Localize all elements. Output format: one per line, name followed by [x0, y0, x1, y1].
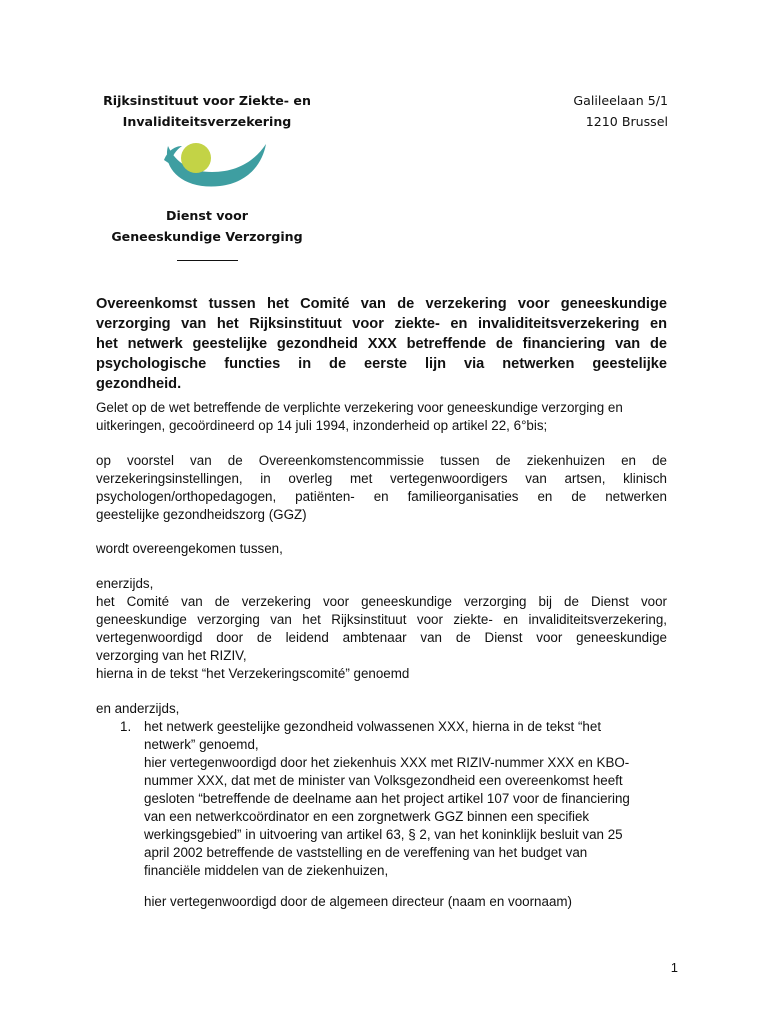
paragraph-line: psychologen/orthopedagogen, patiënten- en familieorganisaties en de netwerken — [96, 489, 667, 504]
address-city: 1210 Brussel — [585, 114, 668, 129]
list-item-number: 1. — [120, 719, 132, 734]
paragraph-line: verzorging van het RIZIV, — [96, 648, 247, 663]
service-name-line2: Geneeskundige Verzorging — [111, 229, 303, 244]
paragraph-legal-basis — [96, 399, 667, 435]
party-one-intro: enerzijds, — [96, 576, 154, 591]
list-item — [144, 718, 664, 880]
institution-name-line2: Invaliditeitsverzekering — [122, 114, 292, 129]
paragraph-line: Gelet op de wet betreffende de verplichte verzekering voor geneeskundige verzorging en — [96, 400, 623, 415]
party-two-intro: en anderzijds, — [96, 701, 180, 716]
paragraph-line: verzekeringsinstellingen, in overleg met vertegenwoordigers van artsen, klinisch — [96, 471, 667, 486]
paragraph-line: geneeskundige verzorging van het Rijksinstituut voor ziekte- en invaliditeitsverzekering, — [96, 612, 667, 627]
header-divider — [177, 260, 238, 261]
party-one-description — [96, 593, 667, 665]
list-item-line: van een netwerkcoördinator en een zorgnetwerk GGZ binnen een specifiek — [144, 809, 590, 824]
service-name-line1: Dienst voor — [166, 208, 248, 223]
service-name — [96, 205, 318, 247]
title-line: psychologische functies in de eerste lijn via netwerken geestelijke — [96, 356, 667, 372]
institution-name-line1: Rijksinstituut voor Ziekte- en — [103, 93, 311, 108]
address-street: Galileelaan 5/1 — [573, 93, 668, 108]
party-one-alias: hierna in de tekst “het Verzekeringscomité” genoemd — [96, 666, 410, 681]
list-item-line: netwerk” genoemd, — [144, 737, 259, 752]
list-item-line: april 2002 betreffende de vaststelling en de vereffening van het budget van — [144, 845, 588, 860]
title-line: Overeenkomst tussen het Comité van de verzekering voor geneeskundige — [96, 296, 667, 312]
riziv-logo-icon — [162, 138, 270, 198]
list-item-line: hier vertegenwoordigd door het ziekenhuis XXX met RIZIV-nummer XXX en KBO- — [144, 755, 630, 770]
paragraph-line: vertegenwoordigd door de leidend ambtenaar van de Dienst voor geneeskundige — [96, 630, 667, 645]
page-number: 1 — [670, 960, 678, 975]
title-line: gezondheid. — [96, 376, 182, 392]
paragraph-line: geestelijke gezondheidszorg (GGZ) — [96, 507, 307, 522]
paragraph-agreed: wordt overeengekomen tussen, — [96, 541, 283, 556]
institution-name — [96, 90, 318, 132]
list-item-line: het netwerk geestelijke gezondheid volwassenen XXX, hierna in de tekst “het — [144, 719, 602, 734]
document-title — [96, 294, 667, 394]
paragraph-line: het Comité van de verzekering voor geneeskundige verzorging bij de Dienst voor — [96, 594, 667, 609]
paragraph-line: uitkeringen, gecoördineerd op 14 juli 1994, inzonderheid op artikel 22, 6°bis; — [96, 418, 548, 433]
list-item-line: gesloten “betreffende de deelname aan het project artikel 107 voor de financiering — [144, 791, 630, 806]
list-item-representative: hier vertegenwoordigd door de algemeen directeur (naam en voornaam) — [144, 894, 573, 909]
title-line: het netwerk geestelijke gezondheid XXX betreffende de financiering van de — [96, 336, 667, 352]
paragraph-proposal — [96, 452, 667, 524]
institution-address — [573, 90, 668, 132]
title-line: verzorging van het Rijksinstituut voor ziekte- en invaliditeitsverzekering en — [96, 316, 667, 332]
paragraph-line: op voorstel van de Overeenkomstencommissie tussen de ziekenhuizen en de — [96, 453, 667, 468]
list-item-line: werkingsgebied” in uitvoering van artikel 63, § 2, van het koninklijk besluit van 25 — [144, 827, 623, 842]
list-item-line: nummer XXX, dat met de minister van Volksgezondheid een overeenkomst heeft — [144, 773, 623, 788]
list-item-line: financiële middelen van de ziekenhuizen, — [144, 863, 389, 878]
